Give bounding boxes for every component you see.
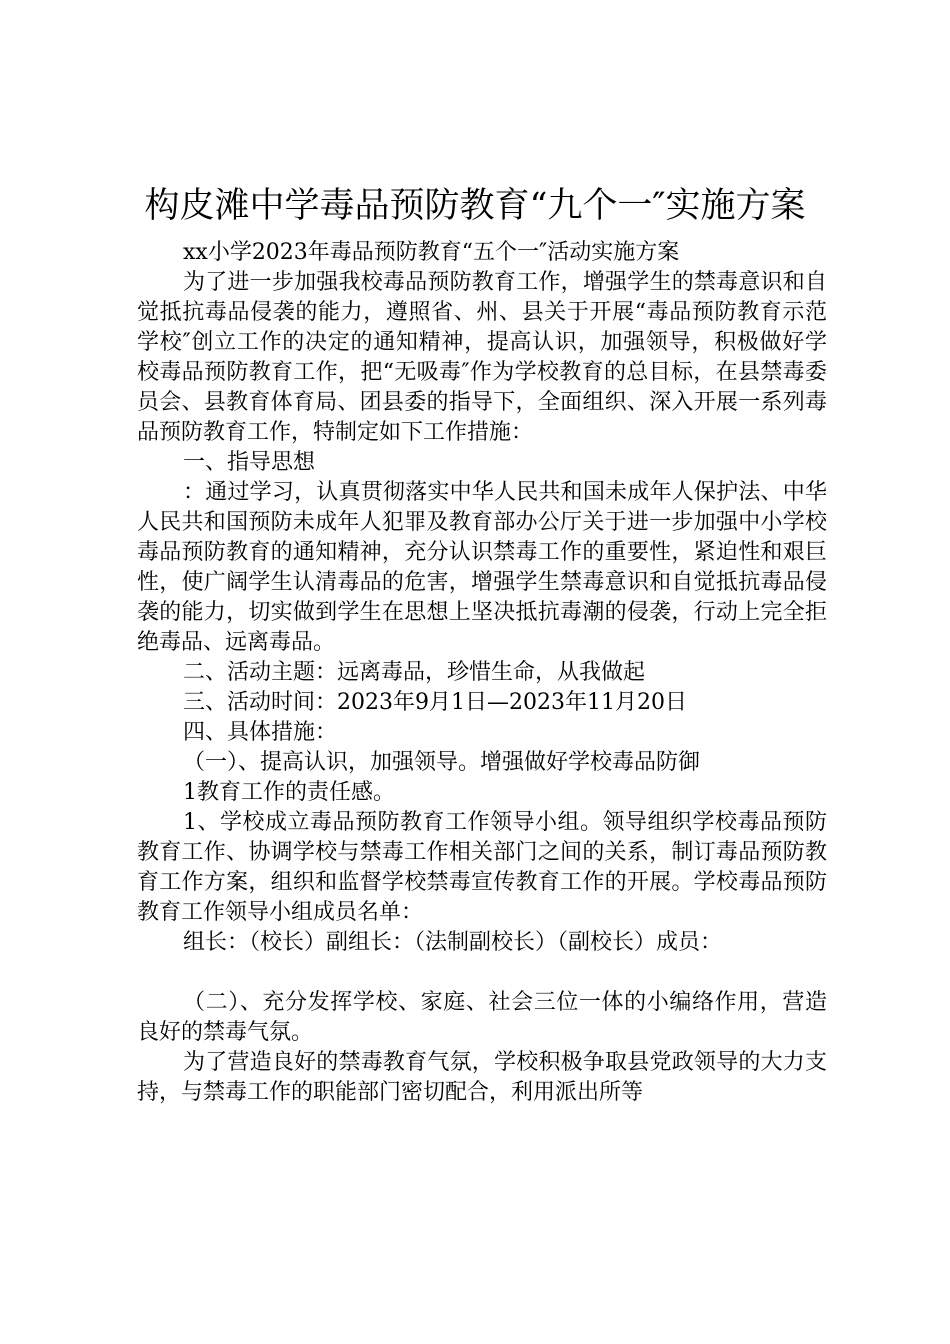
section-heading-guiding-thought: 一、指导思想 (183, 450, 316, 475)
measure-two-heading: （二）、充分发挥学校、家庭、社会三位一体的小编络作用，营造良好的禁毒气氛。 (137, 990, 827, 1045)
measure-two-paragraph: 为了营造良好的禁毒教育气氛，学校积极争取县党政领导的大力支持，与禁毒工作的职能部门密切配合，利用派出所等 (137, 1050, 827, 1105)
blank-line (137, 958, 827, 988)
intro-paragraph: 为了进一步加强我校毒品预防教育工作，增强学生的禁毒意识和自觉抵抗毒品侵袭的能力，遵照省、州、县关于开展“毒品预防教育示范学校″创立工作的决定的通知精神，提高认识，加强领导，积极做好学校毒品预防教育工作，把“无吸毒″作为学校教育的总目标，在县禁毒委员会、县教育体育局、团县委的指导下，全面组织、深入开展一系列毒品预防教育工作，特制定如下工作措施： (137, 270, 827, 445)
document-body (137, 238, 827, 1108)
measure-one-heading: （一）、提高认识，加强领导。增强做好学校毒品防御 (183, 750, 701, 775)
measure-one-item-1: 1、学校成立毒品预防教育工作领导小组。领导组织学校毒品预防教育工作、协调学校与禁毒工作相关部门之间的关系，制订毒品预防教育工作方案，组织和监督学校禁毒宣传教育工作的开展。学校毒品预防教育工作领导小组成员名单： (137, 810, 827, 925)
section-heading-time: 三、活动时间：2023年9月1日—2023年11月20日 (183, 690, 687, 715)
guiding-thought-paragraph: ：通过学习，认真贯彻落实中华人民共和国未成年人保护法、中华人民共和国预防未成年人犯罪及教育部办公厅关于进一步加强中小学校毒品预防教育的通知精神，充分认识禁毒工作的重要性，紧迫性和艰巨性，使广阔学生认清毒品的危害，增强学生禁毒意识和自觉抵抗毒品侵袭的能力，切实做到学生在思想上坚决抵抗毒潮的侵袭，行动上完全拒绝毒品、远离毒品。 (137, 480, 827, 655)
section-heading-theme: 二、活动主题：远离毒品，珍惜生命，从我做起 (183, 660, 646, 685)
section-heading-measures: 四、具体措施： (183, 720, 338, 745)
subtitle-paragraph: xx小学2023年毒品预防教育“五个一″活动实施方案 (183, 240, 680, 265)
measure-one-continuation: 1教育工作的责任感。 (183, 780, 395, 805)
document-title: 构皮滩中学毒品预防教育“九个一″实施方案 (144, 186, 806, 226)
leadership-members: 组长：（校长）副组长：（法制副校长）（副校长）成员： (183, 930, 723, 955)
